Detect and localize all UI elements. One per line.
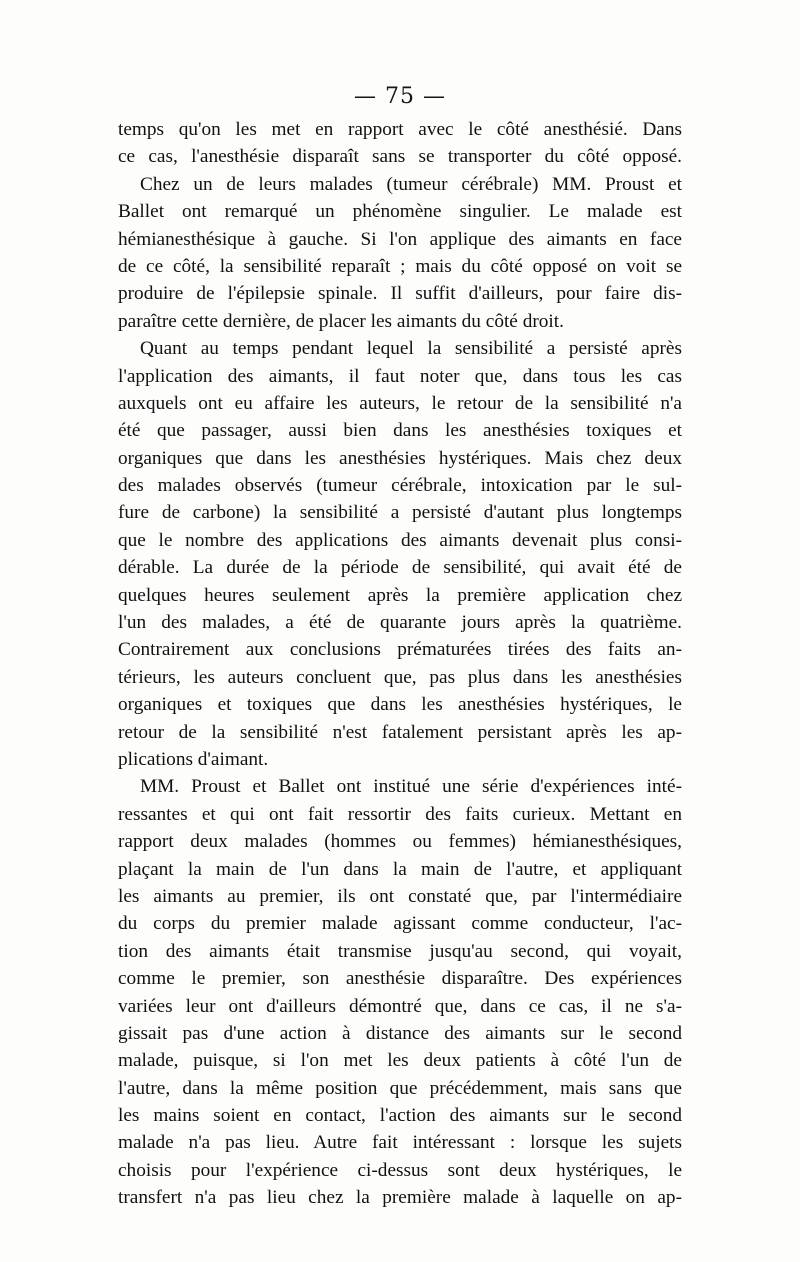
text-line: auxquels ont eu affaire les auteurs, le retour de la sensibilité n'a bbox=[118, 392, 682, 414]
text-line: l'application des aimants, il faut noter que, dans tous les cas bbox=[118, 365, 682, 387]
text-line: Contrairement aux conclusions prématurées tirées des faits an- bbox=[118, 639, 682, 661]
text-line: de ce côté, la sensibilité reparaît ; mais du côté opposé on voit se bbox=[118, 255, 682, 277]
text-line: fure de carbone) la sensibilité a persisté d'autant plus longtemps bbox=[118, 502, 682, 524]
text-line: choisis pour l'expérience ci-dessus sont deux hystériques, le bbox=[118, 1159, 682, 1181]
text-line: plications d'aimant. bbox=[118, 748, 269, 770]
text-line: ressantes et qui ont fait ressortir des faits curieux. Mettant en bbox=[118, 803, 682, 825]
text-line: été que passager, aussi bien dans les anesthésies toxiques et bbox=[118, 420, 682, 442]
text-line: produire de l'épilepsie spinale. Il suffit d'ailleurs, pour faire dis- bbox=[118, 283, 682, 305]
text-line: rapport deux malades (hommes ou femmes) hémianesthésiques, bbox=[118, 831, 682, 853]
text-line: Chez un de leurs malades (tumeur cérébrale) MM. Proust et bbox=[140, 173, 682, 195]
text-line: les aimants au premier, ils ont constaté que, par l'intermédiaire bbox=[118, 885, 682, 907]
text-line: comme le premier, son anesthésie disparaître. Des expériences bbox=[118, 968, 682, 990]
text-line: l'autre, dans la même position que précédemment, mais sans que bbox=[118, 1077, 682, 1099]
text-line: l'un des malades, a été de quarante jours après la quatrième. bbox=[118, 612, 682, 634]
text-line: du corps du premier malade agissant comme conducteur, l'ac- bbox=[118, 913, 682, 935]
text-line: Ballet ont remarqué un phénomène singulier. Le malade est bbox=[118, 201, 682, 223]
text-line: des malades observés (tumeur cérébrale, intoxication par le sul- bbox=[118, 475, 682, 497]
text-line: dérable. La durée de la période de sensibilité, qui avait été de bbox=[118, 557, 682, 579]
text-line: malade, puisque, si l'on met les deux patients à côté l'un de bbox=[118, 1050, 682, 1072]
text-line: quelques heures seulement après la première application chez bbox=[118, 584, 682, 606]
text-line: ce cas, l'anesthésie disparaît sans se transporter du côté opposé. bbox=[118, 146, 682, 168]
body-text bbox=[118, 116, 682, 1212]
text-line: gissait pas d'une action à distance des aimants sur le second bbox=[118, 1022, 682, 1044]
text-line: térieurs, les auteurs concluent que, pas plus dans les anesthésies bbox=[118, 666, 682, 688]
text-line: malade n'a pas lieu. Autre fait intéressant : lorsque les sujets bbox=[118, 1132, 682, 1154]
text-line: tion des aimants était transmise jusqu'au second, qui voyait, bbox=[118, 940, 682, 962]
text-line: que le nombre des applications des aimants devenait plus consi- bbox=[118, 529, 682, 551]
text-line: temps qu'on les met en rapport avec le côté anesthésié. Dans bbox=[118, 119, 682, 140]
text-line: organiques et toxiques que dans les anesthésies hystériques, le bbox=[118, 694, 682, 716]
text-line: variées leur ont d'ailleurs démontré que, dans ce cas, il ne s'a- bbox=[118, 995, 682, 1017]
text-line: paraître cette dernière, de placer les aimants du côté droit. bbox=[118, 310, 564, 332]
text-line: Quant au temps pendant lequel la sensibilité a persisté après bbox=[140, 338, 682, 360]
text-line: MM. Proust et Ballet ont institué une série d'expériences inté- bbox=[140, 776, 682, 798]
page-number: — 75 — bbox=[354, 84, 446, 109]
text-line: transfert n'a pas lieu chez la première malade à laquelle on ap- bbox=[118, 1187, 682, 1209]
text-line: retour de la sensibilité n'est fatalement persistant après les ap- bbox=[118, 721, 682, 743]
text-line: plaçant la main de l'un dans la main de l'autre, et appliquant bbox=[118, 858, 682, 880]
text-line: les mains soient en contact, l'action des aimants sur le second bbox=[118, 1105, 682, 1127]
text-line: hémianesthésique à gauche. Si l'on applique des aimants en face bbox=[118, 228, 682, 250]
text-line: organiques que dans les anesthésies hystériques. Mais chez deux bbox=[118, 447, 682, 469]
